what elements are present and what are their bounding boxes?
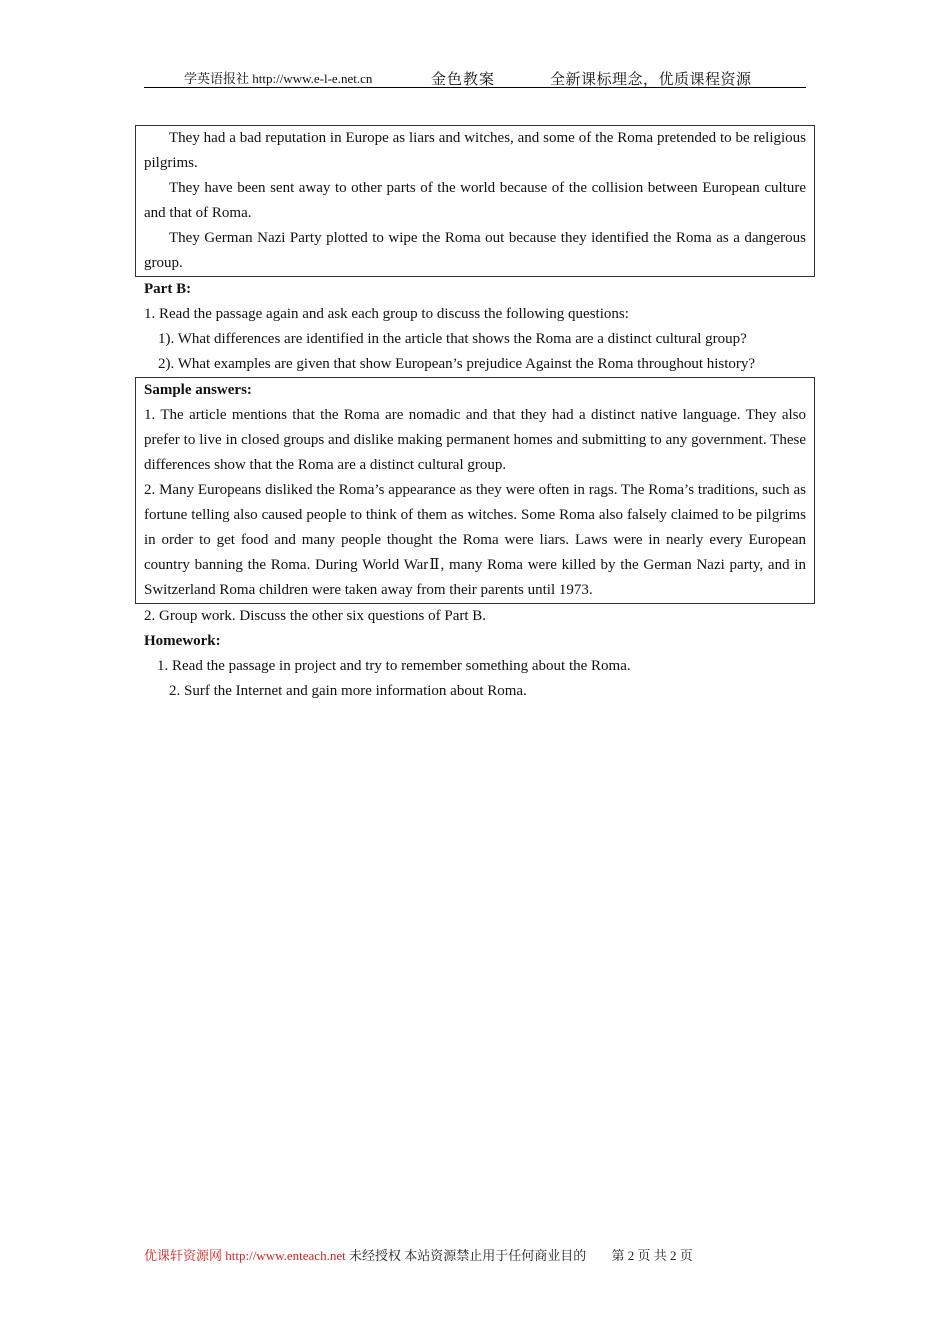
part-b-question-2: 2). What examples are given that show European’s prejudice Against the Roma throughout history? — [158, 356, 756, 372]
part-b-question-1: 1). What differences are identified in the article that shows the Roma are a distinct cultural group? — [158, 331, 747, 347]
sample-answer-1: 1. The article mentions that the Roma are nomadic and that they had a distinct native language. They also prefer to live in closed groups and dislike making permanent homes and submitting to any government. These differences show that the Roma are a distinct cultural group. — [144, 407, 806, 473]
document-body — [144, 125, 806, 704]
part-b-item-1: 1. Read the passage again and ask each group to discuss the following questions: — [144, 306, 629, 322]
page-header — [144, 66, 806, 88]
homework-heading: Homework: — [144, 633, 221, 649]
box-paragraph-1: They had a bad reputation in Europe as liars and witches, and some of the Roma pretended to be religious pilgrims. — [144, 130, 806, 171]
sample-answers-heading: Sample answers: — [144, 382, 252, 398]
page-footer — [144, 1245, 693, 1264]
group-work-item: 2. Group work. Discuss the other six questions of Part B. — [144, 608, 487, 624]
box-paragraph-3: They German Nazi Party plotted to wipe the Roma out because they identified the Roma as a dangerous group. — [144, 230, 806, 271]
footer-site-link[interactable]: 优课轩资源网 http://www.enteach.net — [144, 1248, 346, 1263]
sample-answer-2: 2. Many Europeans disliked the Roma’s appearance as they were often in rags. The Roma’s traditions, such as fortune telling also caused people to think of them as witches. Some Roma also falsely claimed to be pilgrims in order to get food and many people thought the Roma were liars. Laws were in nearly every European country banning the Roma. During World WarⅡ, many Roma were killed by the German Nazi party, and in Switzerland Roma children were taken away from their parents until 1973. — [144, 482, 806, 598]
part-b-heading: Part B: — [144, 281, 192, 297]
header-slogan: 全新课标理念，优质课程资源 — [550, 70, 752, 88]
box-paragraph-2: They have been sent away to other parts of the world because of the collision between European culture and that of Roma. — [144, 180, 806, 221]
sample-answers-box — [135, 377, 815, 604]
answer-box-part-a — [135, 125, 815, 277]
homework-item-1: 1. Read the passage in project and try to remember something about the Roma. — [157, 658, 631, 674]
footer-notice: 未经授权 本站资源禁止用于任何商业目的 — [348, 1248, 587, 1263]
header-site: 学英语报社 http://www.e-l-e.net.cn — [184, 71, 373, 86]
footer-page-number: 第 2 页 共 2 页 — [611, 1248, 693, 1263]
homework-item-2: 2. Surf the Internet and gain more information about Roma. — [169, 683, 527, 699]
header-center-title: 金色教案 — [431, 70, 496, 88]
